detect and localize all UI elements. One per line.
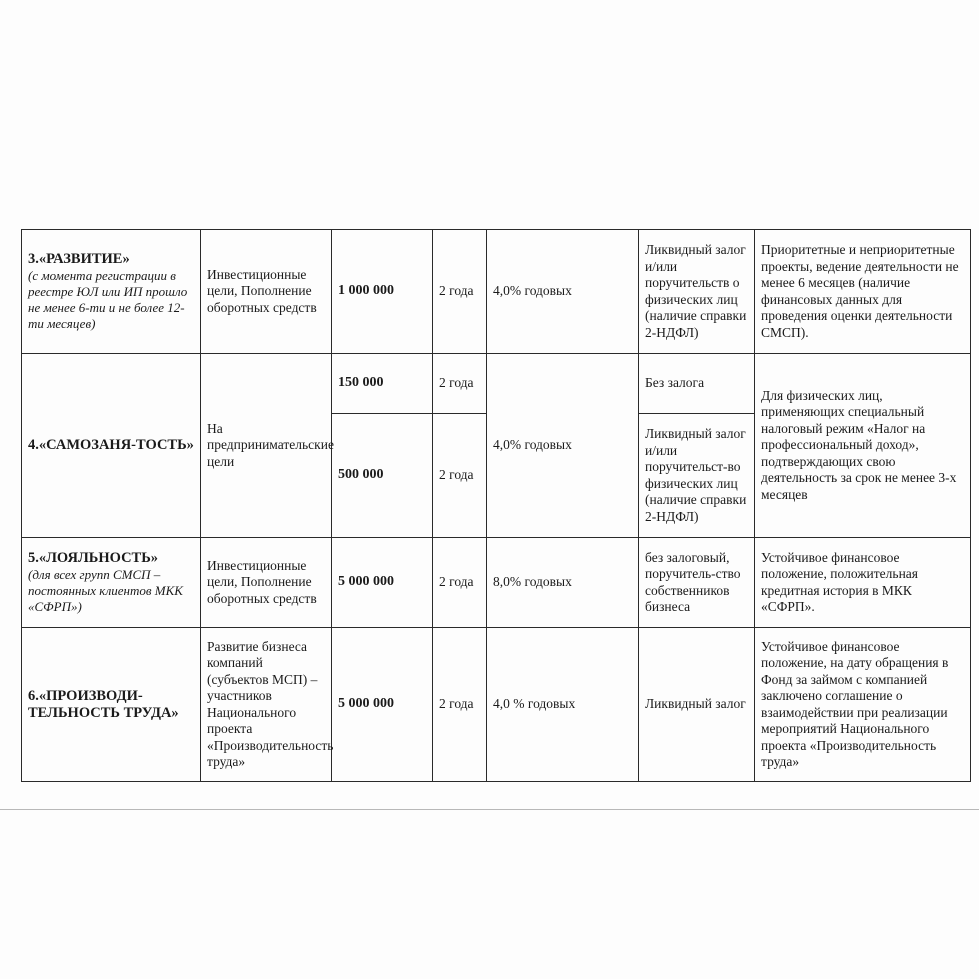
security-cell: без залоговый, поручитель-ство собственников бизнеса [639,538,755,628]
table-row [22,538,971,628]
program-name-cell [22,230,201,354]
amount-cell: 5 000 000 [332,628,433,782]
requirements-cell: Приоритетные и неприоритетные проекты, ведение деятельности не менее 6 месяцев (наличие финансовых данных для проведения оценки деятельности СМСП). [755,230,971,354]
table-row [22,628,971,782]
purpose-cell: Развитие бизнеса компаний (субъектов МСП) – участников Национального проекта «Производительность труда» [201,628,332,782]
security-cell: Ликвидный залог и/или поручительств о физических лиц (наличие справки 2-НДФЛ) [639,230,755,354]
rate-cell: 4,0% годовых [487,354,639,538]
rate-cell: 4,0% годовых [487,230,639,354]
purpose-cell: На предпринимательские цели [201,354,332,538]
rate-cell: 8,0% годовых [487,538,639,628]
program-title: 3.«РАЗВИТИЕ» [28,251,130,267]
amount-cell: 500 000 [332,414,433,538]
term-cell: 2 года [433,354,487,414]
term-cell: 2 года [433,538,487,628]
amount-cell: 150 000 [332,354,433,414]
amount-cell: 5 000 000 [332,538,433,628]
table-row [22,354,971,414]
term-cell: 2 года [433,230,487,354]
requirements-cell: Для физических лиц, применяющих специальный налоговый режим «Налог на профессиональный доход», подтверждающих свою деятельность за срок не менее 3-х месяцев [755,354,971,538]
program-name-cell [22,354,201,538]
rate-cell: 4,0 % годовых [487,628,639,782]
security-cell: Ликвидный залог и/или поручительст-во физических лиц (наличие справки 2-НДФЛ) [639,414,755,538]
purpose-cell: Инвестиционные цели, Пополнение оборотных средств [201,538,332,628]
term-cell: 2 года [433,628,487,782]
term-cell: 2 года [433,414,487,538]
program-title: 6.«ПРОИЗВОДИ-ТЕЛЬНОСТЬ ТРУДА» [28,687,179,721]
loan-programs-table [21,229,971,782]
program-title: 4.«САМОЗАНЯ-ТОСТЬ» [28,437,194,453]
page-divider [0,809,979,810]
amount-cell: 1 000 000 [332,230,433,354]
table-row [22,230,971,354]
security-cell: Без залога [639,354,755,414]
program-note: (с момента регистрации в реестре ЮЛ или ИП прошло не менее 6-ти и не более 12-ти месяцев) [28,268,188,331]
program-name-cell [22,538,201,628]
requirements-cell: Устойчивое финансовое положение, на дату обращения в Фонд за займом с компанией заключено соглашение о взаимодействии при реализации мероприятий Национального проекта «Производительность труда» [755,628,971,782]
program-title: 5.«ЛОЯЛЬНОСТЬ» [28,550,159,566]
program-name-cell [22,628,201,782]
program-note: (для всех групп СМСП – постоянных клиентов МКК «СФРП») [28,567,183,614]
purpose-cell: Инвестиционные цели, Пополнение оборотных средств [201,230,332,354]
security-cell: Ликвидный залог [639,628,755,782]
requirements-cell: Устойчивое финансовое положение, положительная кредитная история в МКК «СФРП». [755,538,971,628]
